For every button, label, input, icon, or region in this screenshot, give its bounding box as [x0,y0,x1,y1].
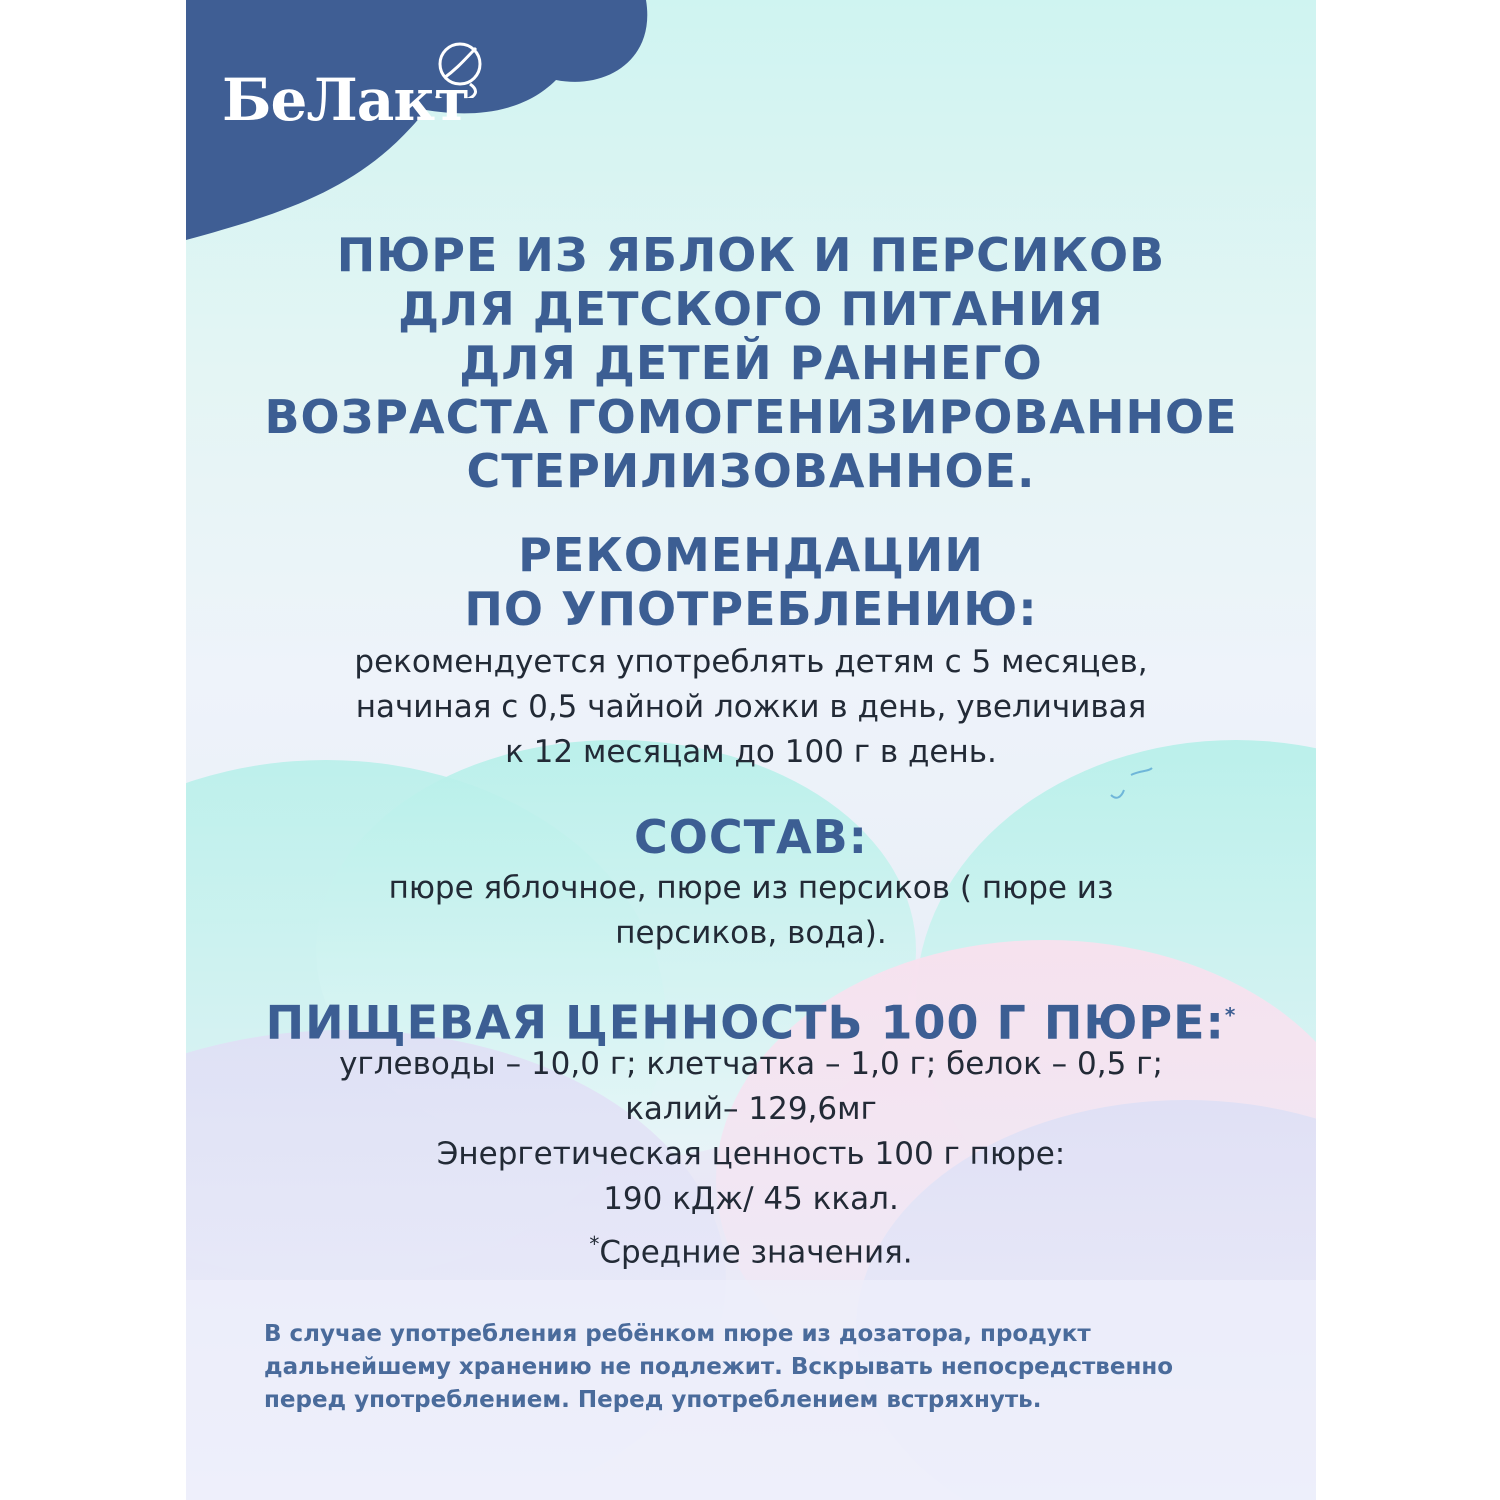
brand-logo [222,46,492,156]
title-line: ВОЗРАСТА ГОМОГЕНИЗИРОВАННОЕ [264,390,1238,444]
title-line: ДЛЯ ДЕТСКОГО ПИТАНИЯ [398,282,1104,336]
note-line: В случае употребления ребёнком пюре из дозатора, продукт [264,1321,1091,1347]
text-line: начиная с 0,5 чайной ложки в день, увеличивая [355,689,1147,725]
heading-line: ПО УПОТРЕБЛЕНИЮ: [464,582,1038,636]
recommendations-text [246,640,1256,775]
title-line: ПЮРЕ ИЗ ЯБЛОК И ПЕРСИКОВ [336,228,1166,282]
title-line: СТЕРИЛИЗОВАННОЕ. [466,444,1036,498]
asterisk-mark: * [1224,1003,1237,1027]
heading-line: РЕКОМЕНДАЦИИ [518,528,984,582]
storage-note [264,1318,1264,1417]
text-line: рекомендуется употреблять детям с 5 месяцев, [354,644,1148,680]
text-line: Энергетическая ценность 100 г пюре: [436,1136,1066,1172]
composition-heading: СОСТАВ: [633,810,869,864]
title-line: ДЛЯ ДЕТЕЙ РАННЕГО [459,336,1043,390]
note-line: дальнейшему хранению не подлежит. Вскрывать непосредственно [264,1354,1174,1380]
composition-text [246,866,1256,956]
nutrition-heading [226,988,1276,1049]
recommendations-heading [226,528,1276,636]
note-line: перед употреблением. Перед употреблением встряхнуть. [264,1387,1042,1413]
text-line: к 12 месяцам до 100 г в день. [505,734,997,770]
text-line: персиков, вода). [615,915,887,951]
footnote-text: Средние значения. [599,1234,913,1271]
product-card [186,0,1316,1500]
text-line: калий– 129,6мг [625,1091,877,1127]
nutrition-heading-text: ПИЩЕВАЯ ЦЕННОСТЬ 100 Г ПЮРЕ: [265,995,1225,1050]
nutrition-text [246,1042,1256,1275]
logo-text: БеЛакт [222,66,470,134]
text-line: пюре яблочное, пюре из персиков ( пюре из [388,870,1114,906]
asterisk-mark: * [589,1232,600,1256]
product-title [226,228,1276,498]
text-line: 190 кДж/ 45 ккал. [603,1181,899,1217]
text-line: углеводы – 10,0 г; клетчатка – 1,0 г; белок – 0,5 г; [339,1046,1163,1082]
footnote [246,1222,1256,1275]
